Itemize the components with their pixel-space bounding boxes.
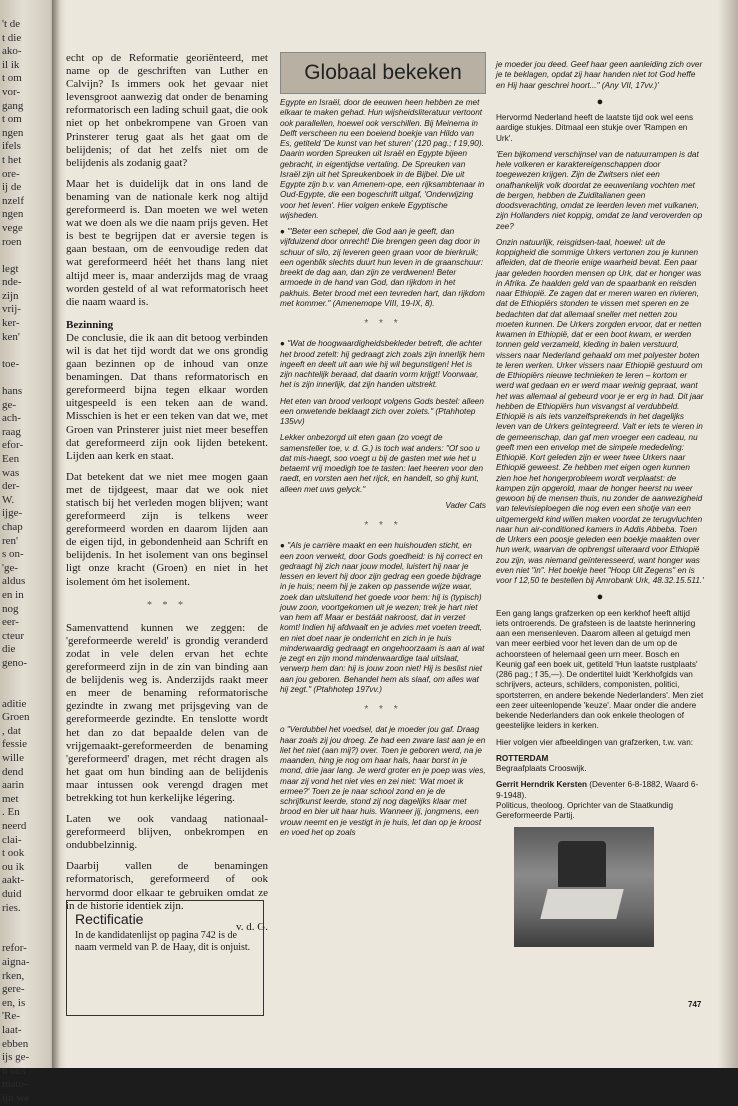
- gutter-line: cteur: [2, 629, 24, 642]
- gutter-line: mato-: [2, 1078, 28, 1091]
- column-2: [280, 52, 486, 844]
- gutter-line: ach-: [2, 412, 21, 425]
- gutter-line: il ik: [2, 58, 20, 71]
- gutter-line: ijge-: [2, 507, 23, 520]
- gutter-line: 'Re-: [2, 1010, 20, 1023]
- rectification-text: In de kandidatenlijst op pagina 742 is de naam vermeld van P. de Haay, dit is onjuist.: [75, 930, 251, 953]
- gutter-line: [2, 915, 42, 929]
- previous-page-edge: [0, 0, 58, 1104]
- place-name: Begraafplaats Crooswijk.: [496, 764, 587, 773]
- gutter-line: der-: [2, 480, 20, 493]
- gutter-line: was: [2, 466, 20, 479]
- column-3: [496, 60, 704, 947]
- separator: * * *: [147, 599, 187, 611]
- gutter-line: , dat: [2, 724, 21, 737]
- person-description: Politicus, theoloog. Oprichter van de Staatkundig Gereformeerde Partij.: [496, 800, 674, 820]
- gutter-line: legt: [2, 262, 19, 275]
- binding-spine: [52, 0, 66, 1068]
- paragraph: Dat betekent dat we niet mee mogen gaan met de tijdgeest, maar dat we ook niet statisch bij het verleden mogen blijven; want gereformeerd zijn is telkens weer gereformeerd worden en daarom lijden aan de eigen tijd, in gebondenheid aan Schrift en belijdenis. In het isolement van ons beginsel ligt onze kracht (Groen) en niet in het isolement óm het isolement.: [66, 470, 268, 588]
- gutter-line: raag: [2, 425, 21, 438]
- gutter-line: nzelf: [2, 194, 24, 207]
- gutter-line: zijn: [2, 289, 19, 302]
- gutter-line: nde-: [2, 276, 22, 289]
- gutter-line: ifels: [2, 140, 21, 153]
- headstone-shape: [558, 841, 606, 887]
- gutter-line: s on-: [2, 548, 24, 561]
- page-number: 747: [688, 1000, 702, 1009]
- person-dates: (Deventer 6-8-1882, Waard 6-9-1948).: [496, 780, 699, 800]
- gutter-line: aigna-: [2, 955, 30, 968]
- person-entry: [496, 780, 704, 821]
- gravestone-photo: [514, 827, 654, 947]
- quote: Het eten van brood verloopt volgens Gods bestel: alleen een onwetende beklaagt zich over zoiets." (Ptahhotep 135vv): [280, 396, 484, 426]
- gutter-line: aditie: [2, 697, 27, 710]
- gutter-line: vrij-: [2, 303, 21, 316]
- grave-slab-shape: [540, 889, 623, 919]
- gutter-line: met: [2, 792, 19, 805]
- gutter-line: ij de: [2, 181, 22, 194]
- gutter-line: ngen: [2, 126, 24, 139]
- gutter-line: n ons: [2, 1064, 26, 1077]
- gutter-line: laat-: [2, 1023, 22, 1036]
- gutter-line: ou ik: [2, 860, 25, 873]
- gutter-line: [2, 249, 42, 263]
- rectification-box: [66, 900, 264, 1016]
- quote-continuation: je moeder jou deed. Geef haar geen aanleiding zich over je te beklagen, opdat zij haar handen niet tot God heffe en Hij haar geschrei hoort..." (Any VII, 17vv.)': [496, 60, 703, 90]
- gutter-line: [2, 684, 42, 698]
- gutter-line: 'ge-: [2, 561, 19, 574]
- quote: ● "'Beter een schepel, die God aan je geeft, dan vijfduizend door onrecht! Die brengen geen dag door in schuur of silo, zij leveren geen graan voor de bierkruik; een ogenblik slechts duurt hun leven in de graanschuur: breekt de dag aan, dan zijn ze verdwenen! Beter armoede in de hand van God, dan rijkdom in het pakhuis. Beter brood met een tevreden hart, dan rijkdom met kommer." (Amenemope VIII, 19-IX, 8).: [280, 227, 485, 308]
- gutter-line: die: [2, 643, 16, 656]
- quote-attribution: Vader Cats: [445, 500, 486, 510]
- gutter-line: en in: [2, 588, 24, 601]
- quote: ● "Wat de hoogwaardigheidsbekleder betreft, die achter het brood zetelt: hij gedraagt zich zoals zijn innerlijk hem ingeeft en deelt uit aan wie hij wil begunstigen! Het is zijn nachtelijk beraad, dat daarin vorm krijgt! Voorwaar, het is zijn innerlijk, dat zijn handen uitstrekt.: [280, 339, 485, 390]
- intro-paragraph: Egypte en Israël, door de eeuwen heen hebben ze met elkaar te maken gehad. Hun wijsheidsliteratuur vertoont ook parallellen, hoewel ook verschillen. Bij Meinema in Delft verscheen nu een boeiend boekje van Hildo van Es, getiteld 'De kunst van het sturen' (120 pag.; f 19,90). Daarin worden Spreuken uit Israël en Egypte bijeen gebracht, in eigentijdse vertaling. De Spreuken van Israël zijn uit het Spreukenboek in de Bijbel. Die uit Egypte zijn b.v. van Amenem-ope, een rijksambtenaar in Oud-Egypte, die een bogeschrift uitgaf, 'Onderwijzing voor het leven'. Hier volgen enkele Egyptische wijsheden.: [280, 98, 485, 220]
- gutter-line: chap: [2, 520, 23, 533]
- gutter-line: duid: [2, 888, 22, 900]
- gutter-line: W.: [2, 493, 15, 506]
- quote: Onzin natuurlijk, reisgidsen-taal, hoewel: uit de koppigheid die sommige Urkers vertonen zou je kunnen afleiden, dat de theorie enige waarheid bevat. Een paar jaar geleden hoorden mensen op Urk, dat er honger was in Afrika. Ze haalden geld van de spaarbank en reisden naar Ethiopië. Ze zagen dat er meren waren en rivieren, dat de Ethiopiërs stonden te vissen met speren en ze bedachten dat dat allemaal sneller met netten zou moeten kunnen. De Urkers zorgden ervoor, dat er netten kwamen in Ethiopië, dat er een boot kwam, er werden tonnen geld verzameld, kleding in balen verstuurd, vissers naar Nederland gehaald om met polyester boten te leren werken. Urker vissers naar Ethiopië gestuurd om de Ethiopiërs nieuwe technieken te leren – kortom er werd wat gedaan en er werd maar weinig gepraat, want het was allemaal al gebeurd voor je er erg in had. Dit jaar hebben de Ethiopiërs hun visvangst al verdubbeld. Ethiopië is als iets vanzelfsprekends in het dagelijks leven van de Urkers geïntegreerd. Valt er iets te vieren in de gemeenschap, dan gaf men vroeger een cadeau, nu geeft men een envelop met de simpele mededeling: Ethiopië. Kort geleden zijn er weer twee Urkers naar Ethiopië geweest. Ze hebben met eigen ogen kunnen zien hoe het hongerprobleem wordt verplaatst: de kampen zijn opgerold, maar de honger heerst nu weer gewoon bij de mensen thuis, nu zonder de aanwezigheid van televisieploegen die nog even een shotje van een uitgemergeld kind willen maken voordat ze terugvluchten naar hun air-conditioned kamers in Addis Abbeba. Toen de Urkers een poosje geleden een boekje maakten over hun werk, waarvan de opbrengst uiteraard voor Ethiopië zou zijn, was niemand geïnteresseerd, want honger was even niet "in". Het boekje heet "Hoop Uit Zegens" en is voor f 12,50 te bestellen bij Amrobank Urk, 48.32.15.511.': [496, 237, 704, 585]
- gutter-line: [2, 929, 42, 943]
- gutter-line: ako-: [2, 45, 22, 58]
- page-edge-shadow: [718, 0, 738, 1068]
- gutter-line: hans: [2, 385, 23, 398]
- bullet-separator: ●: [596, 95, 604, 108]
- gutter-line: . En: [2, 806, 20, 819]
- gutter-line: ker-: [2, 317, 20, 330]
- signature: v. d. G.: [236, 920, 268, 933]
- gutter-line: en, is: [2, 996, 26, 1009]
- paragraph: Daarbij vallen de benamingen reformatorisch, gereformeerd of ook hervormd door elkaar te gebruiken omdat ze in de historie identiek zijn.: [66, 860, 268, 912]
- gutter-line: rken,: [2, 969, 25, 982]
- gutter-line: t om: [2, 72, 22, 85]
- gutter-line: nog: [2, 602, 19, 615]
- gutter-line: gere-: [2, 983, 25, 996]
- gutter-line: [2, 344, 42, 358]
- column-1: [66, 52, 268, 934]
- gutter-line: ken': [2, 330, 20, 343]
- gutter-line: dend: [2, 765, 24, 778]
- paragraph: Maar het is duidelijk dat in ons land de benaming van de nationale kerk nog altijd gereformeerd is. Dan moeten we wel weten wat we doen als we die naam prijs geven. Het is best te begrijpen dat er aversie tegen is gaan bestaan, om de eenvoudige reden dat wat gereformeerd héét het thans lang niet altijd meer is, maar anderzijds mag de vraag worden gesteld of al wat reformatorisch heet die naam waard is.: [66, 177, 268, 308]
- bullet-separator: ●: [596, 591, 604, 604]
- paragraph: Hier volgen vier afbeeldingen van grafzerken, t.w. van:: [496, 737, 694, 747]
- gutter-line: neerd: [2, 820, 27, 833]
- gutter-line: ries.: [2, 901, 21, 914]
- separator: * * *: [364, 704, 402, 715]
- gutter-line: aldus: [2, 575, 26, 588]
- gutter-line: [2, 371, 42, 385]
- gutter-line: roen: [2, 235, 22, 248]
- gutter-line: gang: [2, 99, 24, 112]
- gutter-line: Een: [2, 453, 20, 465]
- gutter-line: geno-: [2, 656, 28, 669]
- gutter-line: t het: [2, 153, 22, 166]
- gutter-line: ren': [2, 534, 19, 547]
- quote: ● "Als je carrière maakt en een huishouden sticht, en een zoon verwekt, door Gods goedheid: is hij correct en gedraagt hij zich naar jouw model, luistert hij naar je lessen en levert hij door zijn gedrag een goede bijdrage in je huis; neem hij je zaken op passende wijze waar, zoek dan uitsluitend het goede voor hem: hij is (typisch) jouw zoon, voortgekomen uit je wezen; trek je hart niet van hem af! Maar er bestáát nakroost, dat in verzet komt! Indien hij afdwaalt en je advies met voeten treedt, en niet doet naar je onderricht en zich in je huis minderwaardig gedraagt en ongehoorzaam is aan al wat je zegt en zijn mond minderwaardige taal uitslaat, verwerp hem dan: hij is jouw zoon niet! Hij is beslist niet aan jou geboren. Behandel hem als slaaf, om alles wat hij zegt." (Ptahhotep 197vv.): [280, 541, 485, 694]
- gutter-line: wille: [2, 752, 24, 765]
- gutter-line: t ook: [2, 847, 25, 860]
- paragraph: Samenvattend kunnen we zeggen: de 'gereformeerde wereld' is grondig veranderd zodat in vele delen ervan het echte gereformeerd zijn in de zin van binding aan de belijdenis weg is. Anderzijds raakt meer en meer de benaming reformatorische gezindte in zwang met prijsgeving van de gereformeerde gezindte. En tenslotte wordt het dan zo dat bepaalde delen van de vrijgemaakt-gereformeerden de benaming 'gereformeerd' dragen, met récht dragen als het gaat om hun binding aan de belijdenis maar intussen ook verengd dragen met betrekking tot hun kerkelijke légering.: [66, 621, 268, 804]
- gutter-line: ebben: [2, 1037, 29, 1050]
- gutter-line: ijn we: [2, 1091, 30, 1104]
- previous-page-text: [2, 18, 42, 1106]
- gutter-line: efor-: [2, 439, 24, 452]
- separator: * * *: [364, 520, 402, 531]
- gutter-line: aarin: [2, 779, 24, 792]
- gutter-line: t om: [2, 113, 22, 126]
- gutter-line: ijs ge-: [2, 1051, 30, 1064]
- paragraph: echt op de Reformatie georiënteerd, met name op de geschriften van Luther en Calvijn? Is immers ook het gevaar niet levensgroot aanwezig dat onder de benaming reformatorisch een lading schuil gaat, die ook niet op het onbekrompene van Groen van Prinsterer terug gaat als het gaat om de belijdenis; of dat het zelfs niet om de belijdenis als zodanig gaat?: [66, 52, 268, 169]
- gutter-line: t die: [2, 31, 22, 44]
- gutter-line: 't de: [2, 18, 21, 30]
- gutter-line: refor-: [2, 942, 27, 955]
- gutter-line: [2, 671, 42, 685]
- gutter-line: Groen: [2, 711, 30, 724]
- quote: o "Verdubbel het voedsel, dat je moeder jou gaf. Draag haar zoals zij jou droeg. Ze had een zware last aan je en liet het niet (aan mij?) over. Toen je geboren werd, na je maanden, hing je nog om haar hals, haar borst in je mond, drie jaar lang. Je werd groter en je poep was vies, maar zij vond het niet vies en zei niet: 'Wat moet ik ermee?' Toen ze je naar school zond en je de schrijfkunst leerde, stond zij nog dagelijks klaar met brood en bier uit haar huis. Wanneer jij, jongmens, een vrouw neemt en je vestigt in je huis, let dan op je kroost en voed het op zoals: [280, 725, 486, 837]
- paragraph: Een gang langs grafzerken op een kerkhof heeft altijd iets ontroerends. De grafsteen is de laatste herinnering aan een mensenleven. Daarom alleen al getuigd men van meer eerbied voor het leven dan de um op de achoorsteen of helemaal geen urn meer. Bosch en Keunig gaf een boek uit, getiteld 'Hun laatste rustplaats' (286 pag.; f 35,—). De ondertitel luidt 'Kerkhofgids van schrijvers, acteurs, schilders, componisten, politici, sportsterren, en andere bekende Nederlanders'. Men ziet een zeer uiteenlopende 'keuze'. Maar onder die andere bekende Nederlanders dan ook enkele theologen of geestelijke leiders in kerken.: [496, 608, 704, 731]
- paragraph: Laten we ook vandaag nationaal-gereformeerd blijven, onbekrompen en ondubbelzinnig.: [66, 813, 268, 852]
- rectification-title: Rectificatie: [75, 911, 144, 927]
- section-banner: [280, 52, 486, 94]
- paragraph: Hervormd Nederland heeft de laatste tijd ook wel eens aardige stukjes. Ditmaal een stukje over 'Rampen en Urk'.: [496, 113, 694, 143]
- gutter-line: ge-: [2, 398, 17, 411]
- gutter-line: fessie: [2, 738, 28, 751]
- gutter-line: eer-: [2, 616, 19, 629]
- gutter-line: clai-: [2, 833, 22, 846]
- gutter-line: ngen: [2, 208, 24, 221]
- person-name: Gerrit Herndrik Kersten: [496, 780, 588, 790]
- gutter-line: toe-: [2, 357, 20, 370]
- gutter-line: vor-: [2, 85, 21, 98]
- quote: 'Een bijkomend verschijnsel van de natuurrampen is dat hele volkeren er karaktereigenschappen door toegewezen krijgen. Zijn de Zwitsers niet een onafhankelijk volk doordat ze eeuwenlang vochten met de bergen, hebben de Zuiditalianen geen doodsverachting, omdat ze leerden leven met vulkanen, zijn Hollanders niet koppig, omdat ze land veroverden op zee?: [496, 149, 703, 231]
- gutter-line: vege: [2, 221, 23, 234]
- quote: Lekker onbezorgd uit eten gaan (zo voegt de samensteller toe, v. d. G.) is toch wat anders: "Of soo u dat mis-haegt, soo voegt u bij de gasten met wie het u betaemt vrij moedigh toe te tasten: laet heeren voor den raedt, en vorsten aen het rijck, en handelt, so ghij kunt, alleen met uws gelyck.": [280, 433, 483, 494]
- paragraph: De conclusie, die ik aan dit betoog verbinden wil is dat het tijd wordt dat we ons grondig gaan bezinnen op de inhoud van onze benamingen. Dat thans reformatorisch en gereformeerd bijna tegen elkaar worden uitgespeeld is een teken aan de wand. Misschien is het er een teken van dat we, met Groen van Prinsterer juist niet meer beseffen dat gereformeerd zijn ook lijden betekent. Lijden aan kerk en staat.: [66, 331, 268, 462]
- gutter-line: aakt-: [2, 874, 24, 887]
- banner-title: Globaal bekeken: [304, 60, 462, 84]
- section-heading: Bezinning: [66, 318, 114, 331]
- gutter-line: ore-: [2, 167, 20, 180]
- place-heading: ROTTERDAM: [496, 753, 549, 763]
- separator: * * *: [364, 318, 402, 329]
